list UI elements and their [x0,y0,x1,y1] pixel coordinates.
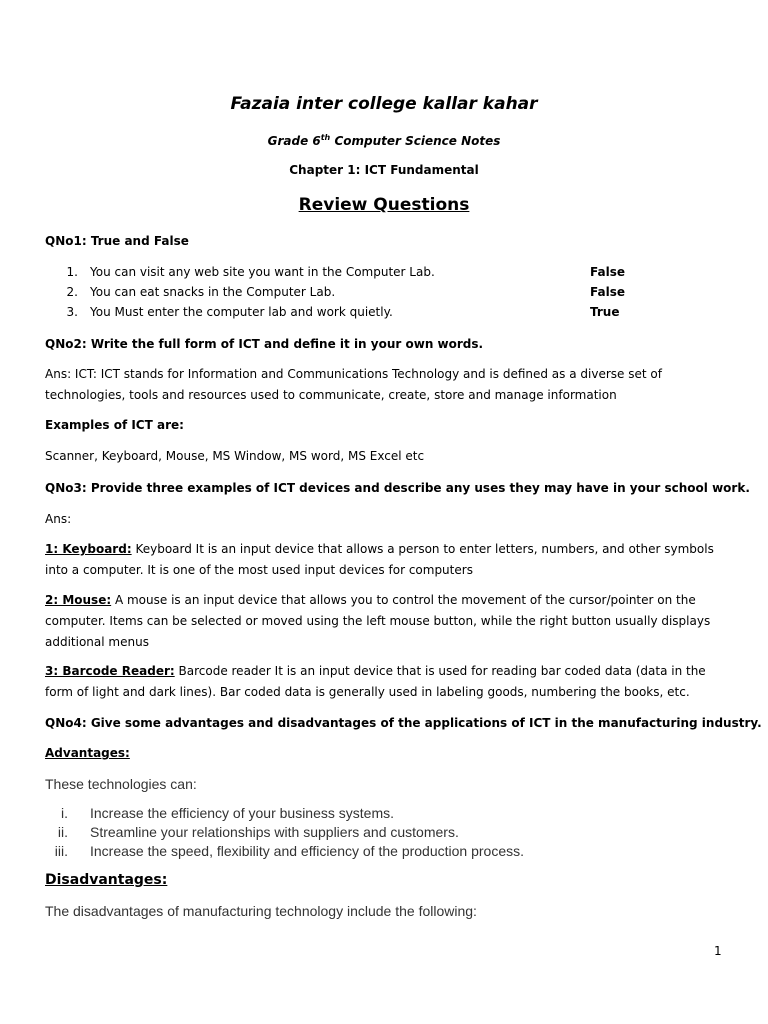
disadvantages-heading: Disadvantages: [45,872,168,888]
advantages-intro: These technologies can: [45,776,197,792]
device-keyboard [45,539,725,581]
list-item [0,805,768,824]
list-item [0,265,768,285]
item-text: You Must enter the computer lab and work quietly. [90,305,393,319]
item-number: iii. [54,843,68,859]
item-number: 2. [66,285,78,299]
device-barcode-reader [45,661,725,703]
device-mouse [45,590,725,653]
device-label: 1: Keyboard: [45,542,132,556]
ans-label: Ans: [45,512,72,526]
q1-heading: QNo1: True and False [45,234,189,248]
grade-pre: Grade 6 [267,134,321,148]
list-item [0,824,768,843]
item-text: Increase the efficiency of your business systems. [90,805,394,821]
item-answer: False [590,285,625,299]
disadvantages-intro: The disadvantages of manufacturing technology include the following: [45,903,477,919]
item-number: 1. [66,265,78,279]
device-label: 2: Mouse: [45,593,112,607]
page-number: 1 [714,944,722,958]
item-text: Increase the speed, flexibility and efficiency of the production process. [90,843,524,859]
examples-text: Scanner, Keyboard, Mouse, MS Window, MS word, MS Excel etc [45,449,425,463]
grade-post: Computer Science Notes [330,134,501,148]
college-title: Fazaia inter college kallar kahar [230,94,538,114]
section-title: Review Questions [298,195,470,215]
device-label: 3: Barcode Reader: [45,664,175,678]
q3-heading: QNo3: Provide three examples of ICT devices and describe any uses they may have in your school work. [45,481,750,495]
list-item [0,305,768,325]
item-number: 3. [66,305,78,319]
item-answer: True [590,305,620,319]
device-text: Barcode reader It is an input device that is used for reading bar coded data (data in the form of light and dark lines). Bar coded data is generally used in labeling goods, numbering the books, etc. [45,664,706,699]
item-number: ii. [57,824,68,840]
advantages-heading: Advantages: [45,746,130,760]
list-item [0,843,768,862]
q4-heading: QNo4: Give some advantages and disadvantages of the applications of ICT in the manufacturing industry. [45,716,762,730]
list-item [0,285,768,305]
item-text: You can visit any web site you want in the Computer Lab. [90,265,435,279]
examples-heading: Examples of ICT are: [45,418,184,432]
item-text: Streamline your relationships with suppliers and customers. [90,824,459,840]
q2-heading: QNo2: Write the full form of ICT and define it in your own words. [45,337,484,351]
item-answer: False [590,265,625,279]
device-text: Keyboard It is an input device that allows a person to enter letters, numbers, and other symbols into a computer. It is one of the most used input devices for computers [45,542,714,577]
q1-list [0,265,768,325]
chapter-title: Chapter 1: ICT Fundamental [289,163,479,177]
item-text: You can eat snacks in the Computer Lab. [90,285,336,299]
device-text: A mouse is an input device that allows you to control the movement of the cursor/pointer on the computer. Items can be selected or moved using the left mouse button, while the right button usually displays additional menus [45,593,711,649]
item-number: i. [61,805,68,821]
grade-line [0,133,768,148]
advantages-list [0,805,768,865]
q2-answer: Ans: ICT: ICT stands for Information and Communications Technology and is defined as a diverse set of technologies, tools and resources used to communicate, create, store and manage information [45,367,662,402]
grade-sup: th [320,133,331,142]
